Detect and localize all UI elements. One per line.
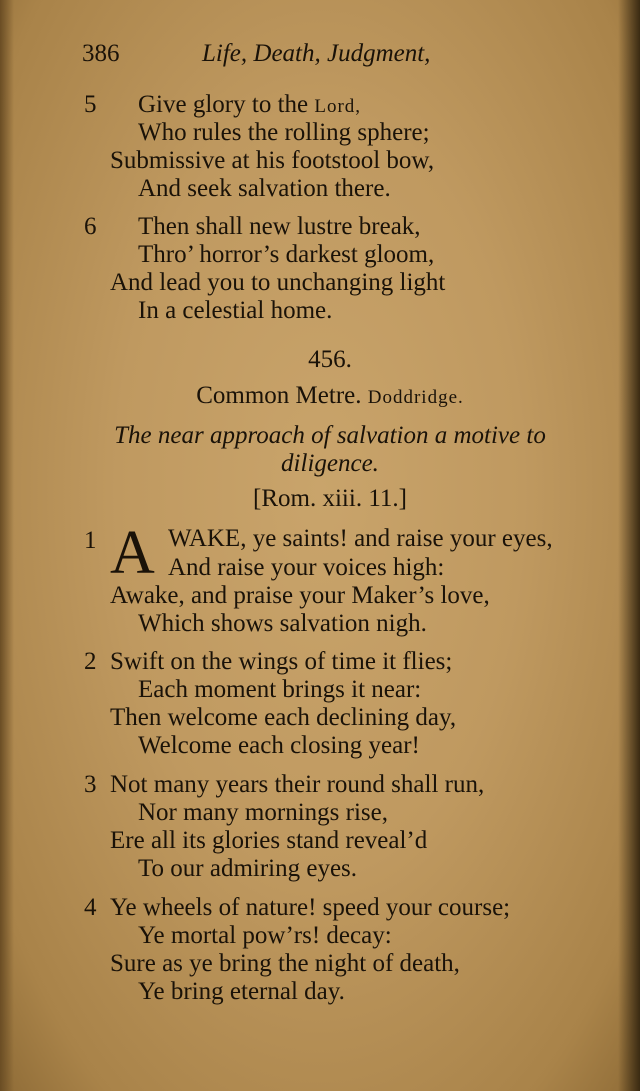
running-header: [82, 40, 502, 76]
verse-line: WAKE, ye saints! and raise your eyes,: [168, 525, 553, 552]
verse-line: Thro’ horror’s darkest gloom,: [138, 241, 435, 268]
verse-line: And seek salvation there.: [138, 175, 391, 202]
drop-cap: A: [110, 519, 155, 587]
verse-text: Give glory to the: [138, 91, 315, 118]
small-caps-word: Lord,: [314, 96, 362, 117]
verse-line: Ere all its glories stand reveal’d: [110, 827, 428, 854]
stanza-number: 2: [84, 648, 97, 675]
verse-line: Ye mortal pow’rs! decay:: [138, 922, 392, 949]
verse-line: Which shows salvation nigh.: [138, 610, 427, 637]
hymn-subject-continued: diligence.: [281, 450, 379, 477]
verse-line: Swift on the wings of time it flies;: [110, 648, 453, 675]
verse-line: Ye wheels of nature! speed your course;: [110, 894, 511, 921]
stanza-number: 3: [84, 771, 97, 798]
stanza-number: 4: [84, 894, 97, 921]
stanza-number: 6: [84, 213, 97, 240]
scripture-reference: [Rom. xiii. 11.]: [253, 485, 407, 512]
verse-line: Who rules the rolling sphere;: [138, 119, 430, 146]
hymn-subject: The near approach of salvation a motive to: [114, 422, 546, 449]
verse-line: To our admiring eyes.: [138, 855, 358, 882]
verse-line: Not many years their round shall run,: [110, 771, 485, 798]
hymn-number: 456.: [308, 346, 352, 373]
stanza-number: 1: [84, 527, 97, 554]
verse-line: In a celestial home.: [138, 297, 333, 324]
verse-line: Awake, and praise your Maker’s love,: [110, 582, 490, 609]
page-number: 386: [82, 40, 120, 67]
verse-line: Each moment brings it near:: [138, 676, 422, 703]
running-title: Life, Death, Judgment,: [202, 40, 431, 67]
page-edge-shadow-left: [0, 0, 14, 1091]
hymn-metre-author: [60, 381, 600, 413]
verse-line: Nor many mornings rise,: [138, 799, 388, 826]
stanza-number: 5: [84, 91, 97, 118]
page-edge-shadow-right: [618, 0, 640, 1091]
verse-line: Submissive at his footstool bow,: [110, 147, 435, 174]
verse-line: Then shall new lustre break,: [138, 213, 421, 240]
verse-line: Then welcome each declining day,: [110, 704, 457, 731]
hymn-metre: Common Metre.: [196, 382, 368, 409]
hymn-author: Doddridge.: [367, 387, 464, 408]
verse-line: Sure as ye bring the night of death,: [110, 950, 460, 977]
verse-line: Ye bring eternal day.: [138, 978, 345, 1005]
verse-line: And lead you to unchanging light: [110, 269, 446, 296]
verse-line: And raise your voices high:: [168, 554, 445, 581]
verse-line: Welcome each closing year!: [138, 732, 420, 759]
